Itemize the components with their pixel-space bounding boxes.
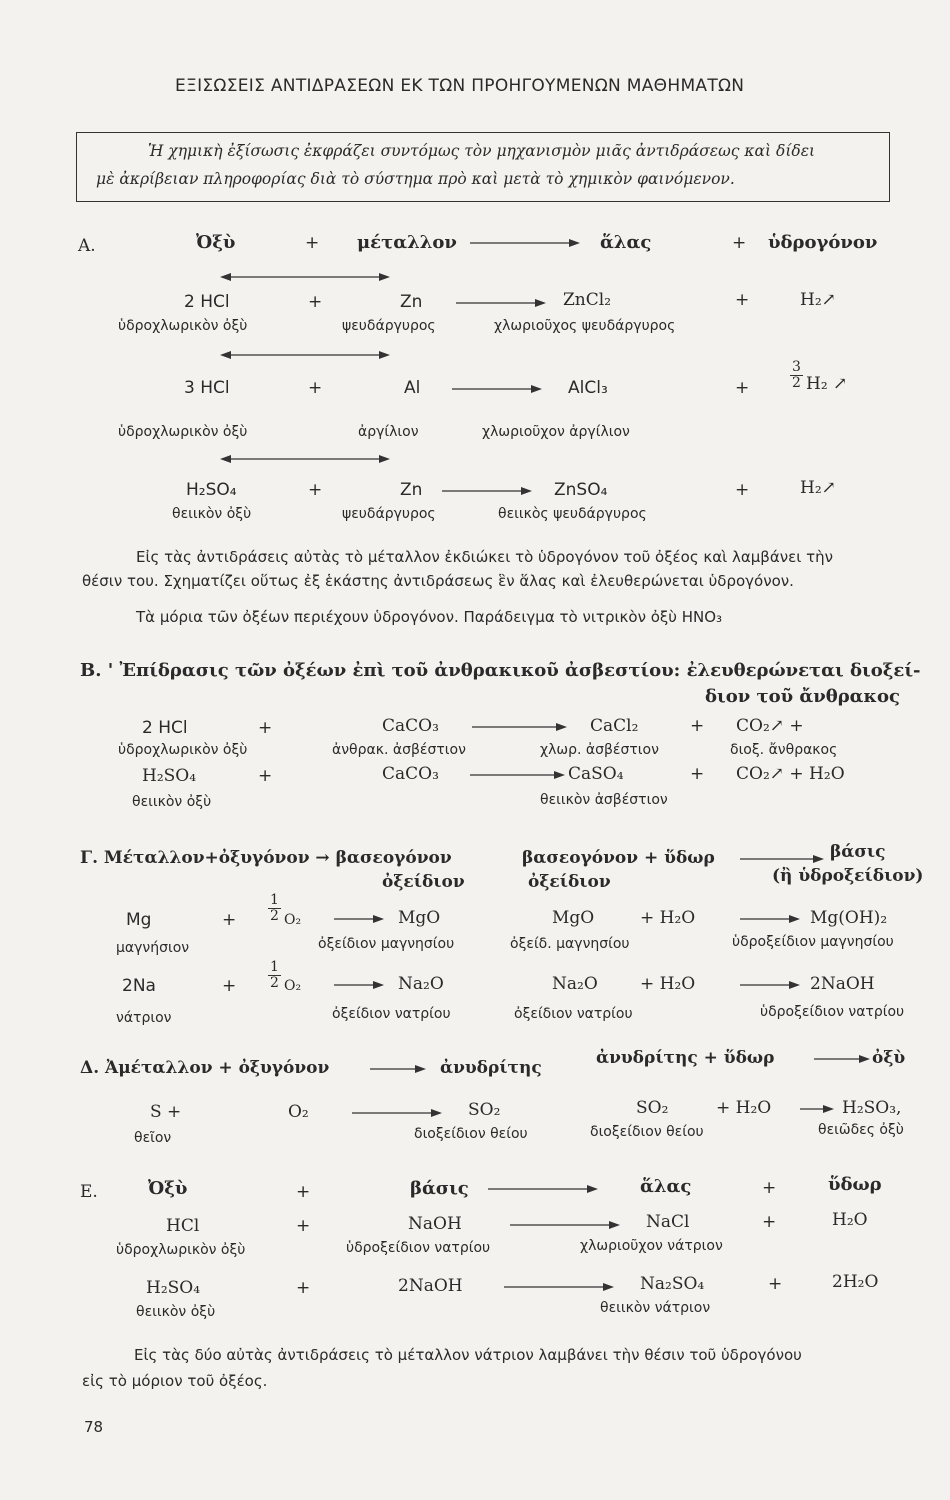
reactant-a: 3 HCl xyxy=(184,378,230,398)
label-b: ψευδάργυρος xyxy=(342,506,436,522)
product-d: H₂↗ xyxy=(800,478,836,498)
reaction-arrow xyxy=(470,768,565,782)
reaction-arrow xyxy=(334,912,384,926)
reaction-arrow xyxy=(470,236,580,250)
reactant-b: O₂ xyxy=(288,1102,309,1122)
plus-sign: + xyxy=(308,378,323,398)
label-a: ὑδροχλωρικὸν ὀξὺ xyxy=(118,742,248,758)
section-c-heading-2: βασεογόνον + ὕδωρ xyxy=(522,848,715,868)
label-a: ὑδροχλωρικὸν ὀξὺ xyxy=(118,424,248,440)
label-c: χλωριοῦχος ψευδάργυρος xyxy=(494,318,676,334)
label-a: θειικὸν ὀξὺ xyxy=(172,506,252,522)
page-title: ΕΞΙΣΩΣΕΙΣ ΑΝΤΙΔΡΑΣΕΩΝ ΕΚ ΤΩΝ ΠΡΟΗΓΟΥΜΕΝΩΝ ΜΑΘΗΜΑΤΩΝ xyxy=(175,76,745,96)
fraction-denominator: 2 xyxy=(270,975,279,991)
plus-sign: + xyxy=(308,292,323,312)
reaction-arrow xyxy=(452,382,542,396)
section-d-heading-2: ἀνυδρίτης + ὕδωρ xyxy=(596,1048,775,1068)
product-c: ZnCl₂ xyxy=(563,290,612,310)
product-c: NaCl xyxy=(646,1212,690,1232)
reactant-b: CaCO₃ xyxy=(382,716,439,736)
reactant-b: 2NaOH xyxy=(398,1276,463,1296)
paragraph-line: Τὰ μόρια τῶν ὀξέων περιέχουν ὑδρογόνον. Παράδειγμα τὸ νιτρικὸν ὀξὺ HNO₃ xyxy=(136,608,723,626)
reaction-arrow xyxy=(334,978,384,992)
product-d: 2H₂O xyxy=(832,1272,879,1292)
fraction-denominator: 2 xyxy=(792,375,801,391)
general-base: βάσις xyxy=(410,1178,469,1199)
reactant-a: 2 HCl xyxy=(184,292,230,312)
reaction-arrow xyxy=(370,1062,426,1076)
reactant-b: NaOH xyxy=(408,1214,462,1234)
reactant-b: Al xyxy=(404,378,421,398)
label-a: ὑδροχλωρικὸν ὀξὺ xyxy=(116,1242,246,1258)
label-c: θειικὸν νάτριον xyxy=(600,1300,711,1316)
reaction-arrow xyxy=(472,720,567,734)
fraction xyxy=(268,893,281,924)
section-a-label: Α. xyxy=(78,236,96,256)
reaction-arrow xyxy=(814,1052,870,1066)
plus-sign: + xyxy=(762,1178,777,1198)
label-a: νάτριον xyxy=(116,1010,172,1026)
section-c-heading-3: βάσις xyxy=(830,842,886,862)
reaction-arrow xyxy=(740,978,800,992)
paragraph-line: εἰς τὸ μόριον τοῦ ὀξέος. xyxy=(82,1372,268,1390)
label-a: ὑδροχλωρικὸν ὀξὺ xyxy=(118,318,248,334)
product-c: AlCl₃ xyxy=(568,378,608,398)
product-c: CaSO₄ xyxy=(568,764,624,784)
label-a: μαγνήσιον xyxy=(116,940,190,956)
oxygen: O₂ xyxy=(284,978,302,994)
product-d: H₂↗ xyxy=(800,290,836,310)
section-c-heading: Γ. Μέταλλον+ὀξυγόνον → βασεογόνον xyxy=(80,848,452,868)
reactant-a: H₂SO₄ xyxy=(186,480,237,500)
product-d: H₂ ↗ xyxy=(806,374,848,394)
product-e: 2NaOH xyxy=(810,974,875,994)
plus-sign: + xyxy=(735,290,750,310)
water-term: + H₂O xyxy=(640,908,696,928)
label-c: ὀξείδιον νατρίου xyxy=(514,1006,633,1022)
label-d: διοξ. ἄνθρακος xyxy=(730,742,838,758)
label-e: ὑδροξείδιον νατρίου xyxy=(760,1004,905,1020)
plus-sign: + xyxy=(296,1182,311,1202)
reactant-b: Zn xyxy=(400,480,423,500)
plus-sign: + xyxy=(735,480,750,500)
label-a: θειικὸν ὀξὺ xyxy=(136,1304,216,1320)
reactant-d: SO₂ xyxy=(636,1098,669,1118)
section-c-heading-2-cont: ὀξείδιον xyxy=(528,872,611,892)
plus-sign: + xyxy=(296,1278,311,1298)
section-b-title-cont: διον τοῦ ἄνθρακος xyxy=(705,686,900,707)
label-c: χλωριοῦχον νάτριον xyxy=(580,1238,723,1254)
product-b: MgO xyxy=(398,908,441,928)
plus-sign: + xyxy=(768,1274,783,1294)
fraction-numerator: 3 xyxy=(792,359,801,375)
label-b: ὑδροξείδιον νατρίου xyxy=(346,1240,491,1256)
section-c-heading-cont: ὀξείδιον xyxy=(382,872,465,892)
general-water: ὕδωρ xyxy=(828,1174,882,1195)
reaction-arrow xyxy=(488,1182,598,1196)
reactant-a: Mg xyxy=(126,910,152,930)
section-b-title: Β. ' Ἐπίδρασις τῶν ὀξέων ἐπὶ τοῦ ἀνθρακικοῦ ἀσβεστίου: ἐλευθερώνεται διοξεί- xyxy=(80,660,921,681)
label-f: θειῶδες ὀξὺ xyxy=(818,1122,904,1138)
label-c: θειικὸς ψευδάργυρος xyxy=(498,506,647,522)
label-d: διοξείδιον θείου xyxy=(590,1124,704,1140)
oxygen: O₂ xyxy=(284,912,302,928)
product-c: Na₂SO₄ xyxy=(640,1274,705,1294)
product-c: SO₂ xyxy=(468,1100,501,1120)
reaction-arrow xyxy=(352,1106,442,1120)
section-d-heading: Δ. Ἀμέταλλον + ὀξυγόνον xyxy=(80,1058,330,1078)
general-hydrogen: ὑδρογόνον xyxy=(768,232,878,253)
product-c: CaCl₂ xyxy=(590,716,639,736)
reaction-arrow xyxy=(504,1280,614,1294)
plus-sign: + xyxy=(222,910,237,930)
plus-sign: + xyxy=(296,1216,311,1236)
section-c-heading-3-cont: (ἢ ὑδροξείδιον) xyxy=(772,866,924,886)
reactant-a: HCl xyxy=(166,1216,200,1236)
reactant-b: CaCO₃ xyxy=(382,764,439,784)
product-c: ZnSO₄ xyxy=(554,480,608,500)
reaction-arrow xyxy=(442,484,532,498)
reactant-a: 2 HCl xyxy=(142,718,188,738)
reaction-arrow xyxy=(510,1218,620,1232)
label-b: ὀξείδιον νατρίου xyxy=(332,1006,451,1022)
label-c: διοξείδιον θείου xyxy=(414,1126,528,1142)
label-c: θειικὸν ἀσβέστιον xyxy=(540,792,668,808)
label-a: θεῖον xyxy=(134,1130,172,1146)
label-c: χλωρ. ἀσβέστιον xyxy=(540,742,659,758)
label-c: ὀξείδ. μαγνησίου xyxy=(510,936,630,952)
intro-line-1: Ἡ χημικὴ ἐξίσωσις ἐκφράζει συντόμως τὸν μηχανισμὸν μιᾶς ἀντιδράσεως καὶ δίδει xyxy=(148,142,816,160)
fraction xyxy=(268,960,281,991)
double-arrow xyxy=(220,348,390,362)
intro-line-2: μὲ ἀκρίβειαν πληροφορίας διὰ τὸ σύστημα πρὸ καὶ μετὰ τὸ χημικὸν φαινόμενον. xyxy=(96,170,735,188)
reactant-a: H₂SO₄ xyxy=(146,1278,201,1298)
plus-sign: + xyxy=(258,718,273,738)
label-b: ψευδάργυρος xyxy=(342,318,436,334)
section-d-heading-2-product: ὀξὺ xyxy=(872,1048,906,1068)
product-c: Na₂O xyxy=(552,974,598,994)
fraction-numerator: 1 xyxy=(270,959,279,975)
general-salt: ἅλας xyxy=(640,1176,692,1197)
plus-sign: + xyxy=(222,976,237,996)
page-number: 78 xyxy=(84,1418,104,1436)
label-e: ὑδροξείδιον μαγνησίου xyxy=(732,934,894,950)
reactant-a: H₂SO₄ xyxy=(142,766,197,786)
section-d-heading-product: ἀνυδρίτης xyxy=(440,1058,542,1078)
plus-sign: + xyxy=(308,480,323,500)
plus-sign: + xyxy=(762,1212,777,1232)
paragraph-line: Εἰς τὰς δύο αὐτὰς ἀντιδράσεις τὸ μέταλλον νάτριον λαμβάνει τὴν θέσιν τοῦ ὑδρογόνου xyxy=(134,1346,802,1364)
section-e-label: Ε. xyxy=(80,1182,98,1202)
reaction-arrow xyxy=(456,296,546,310)
reactant-b: Zn xyxy=(400,292,423,312)
product-d: H₂O xyxy=(832,1210,868,1230)
reactant-a: 2Na xyxy=(122,976,156,996)
label-b: ὀξείδιον μαγνησίου xyxy=(318,936,455,952)
water-term: + H₂O xyxy=(640,974,696,994)
plus-sign: + xyxy=(690,764,705,784)
reaction-arrow xyxy=(740,852,824,866)
plus-sign: + xyxy=(732,233,747,253)
product-d: CO₂↗ + xyxy=(736,716,804,736)
product-f: H₂SO₃, xyxy=(842,1098,902,1118)
label-c: χλωριοῦχον ἀργίλιον xyxy=(482,424,630,440)
fraction-denominator: 2 xyxy=(270,908,279,924)
product-b: Na₂O xyxy=(398,974,444,994)
product-e: Mg(OH)₂ xyxy=(810,908,888,928)
fraction xyxy=(790,360,803,391)
reaction-arrow xyxy=(740,912,800,926)
paragraph-line: Εἰς τὰς ἀντιδράσεις αὐτὰς τὸ μέταλλον ἐκδιώκει τὸ ὑδρογόνον τοῦ ὀξέος καὶ λαμβάνει τὴν xyxy=(136,548,834,566)
fraction-numerator: 1 xyxy=(270,892,279,908)
water-term: + H₂O xyxy=(716,1098,772,1118)
reactant-a: S + xyxy=(150,1102,182,1122)
double-arrow xyxy=(220,270,390,284)
double-arrow xyxy=(220,452,390,466)
general-metal: μέταλλον xyxy=(357,232,457,253)
general-salt: ἅλας xyxy=(600,232,652,253)
product-c: MgO xyxy=(552,908,595,928)
label-a: θειικὸν ὀξὺ xyxy=(132,794,212,810)
plus-sign: + xyxy=(258,766,273,786)
reaction-arrow xyxy=(800,1102,834,1116)
general-acid: Ὀξὺ xyxy=(148,1178,188,1199)
plus-sign: + xyxy=(690,716,705,736)
product-d: CO₂↗ + H₂O xyxy=(736,764,845,784)
label-b: ἀργίλιον xyxy=(358,424,419,440)
paragraph-line: θέσιν του. Σχηματίζει οὕτως ἐξ ἑκάστης ἀντιδράσεως ἓν ἅλας καὶ ἐλευθερώνεται ὑδρογόνον. xyxy=(82,572,794,590)
plus-sign: + xyxy=(735,378,750,398)
plus-sign: + xyxy=(305,233,320,253)
general-acid: Ὀξὺ xyxy=(196,232,236,253)
label-b: ἀνθρακ. ἀσβέστιον xyxy=(332,742,466,758)
